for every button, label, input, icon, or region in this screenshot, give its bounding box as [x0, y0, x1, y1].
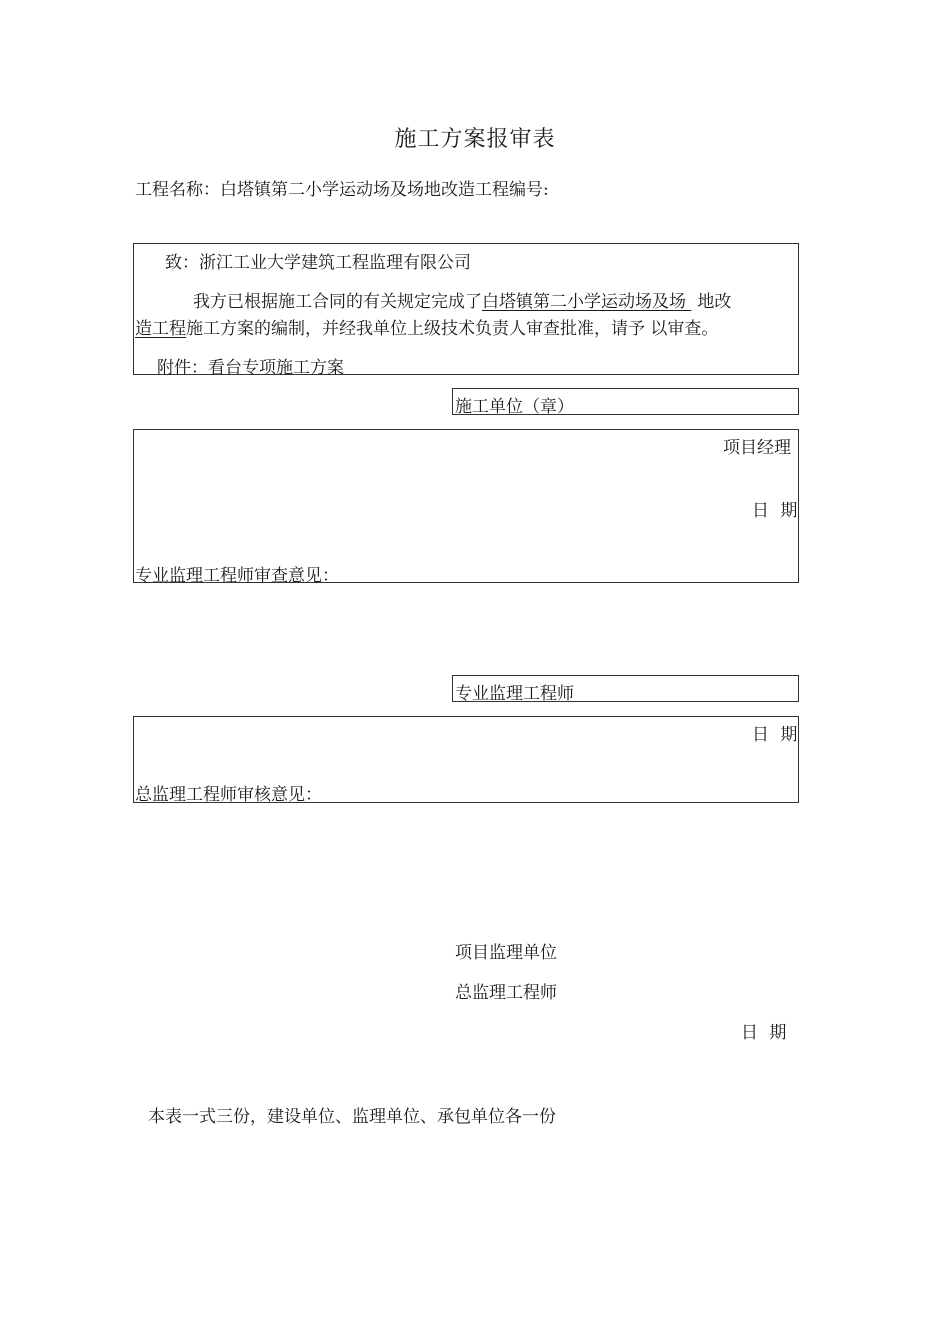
contractor-signature-box — [133, 429, 799, 583]
specialist-date-label: 日 期 — [752, 725, 798, 745]
chief-date-label: 日 期 — [741, 1023, 787, 1043]
body-suffix: 施工方案的编制，并经我单位上级技术负责人审查批准，请予 以审查。 — [186, 319, 719, 339]
project-name-underlined-cont: 造工程 — [135, 319, 186, 339]
divider — [798, 276, 799, 286]
body-prefix: 我方已根据施工合同的有关规定完成了 — [193, 292, 482, 312]
chief-opinion-label: 总监理工程师审核意见： — [135, 785, 322, 805]
specialist-engineer-label: 专业监理工程师 — [455, 684, 574, 704]
project-name-line: 工程名称：白塔镇第二小学运动场及场地改造工程编号: — [135, 180, 549, 200]
project-name-underlined: 白塔镇第二小学运动场及场 — [482, 292, 692, 312]
specialist-opinion-label: 专业监理工程师审查意见： — [135, 566, 339, 586]
addressee: 致：浙江工业大学建筑工程监理有限公司 — [165, 253, 471, 273]
body-mid: 地改 — [697, 292, 732, 312]
project-manager-label: 项目经理 — [723, 438, 791, 458]
attachment-line: 附件：看台专项施工方案 — [157, 358, 344, 378]
divider — [798, 520, 799, 550]
form-title: 施工方案报审表 — [394, 127, 556, 152]
chief-engineer-label: 总监理工程师 — [455, 983, 557, 1003]
contractor-date-label: 日 期 — [752, 501, 798, 521]
divider — [798, 459, 799, 489]
divider — [798, 746, 799, 776]
divider — [798, 336, 799, 346]
contractor-unit-label: 施工单位（章） — [455, 397, 574, 417]
submission-body-line-1 — [193, 287, 731, 312]
supervision-unit-label: 项目监理单位 — [455, 943, 557, 963]
footer-note: 本表一式三份，建设单位、监理单位、承包单位各一份 — [148, 1107, 556, 1127]
submission-body-line-2 — [135, 314, 718, 339]
